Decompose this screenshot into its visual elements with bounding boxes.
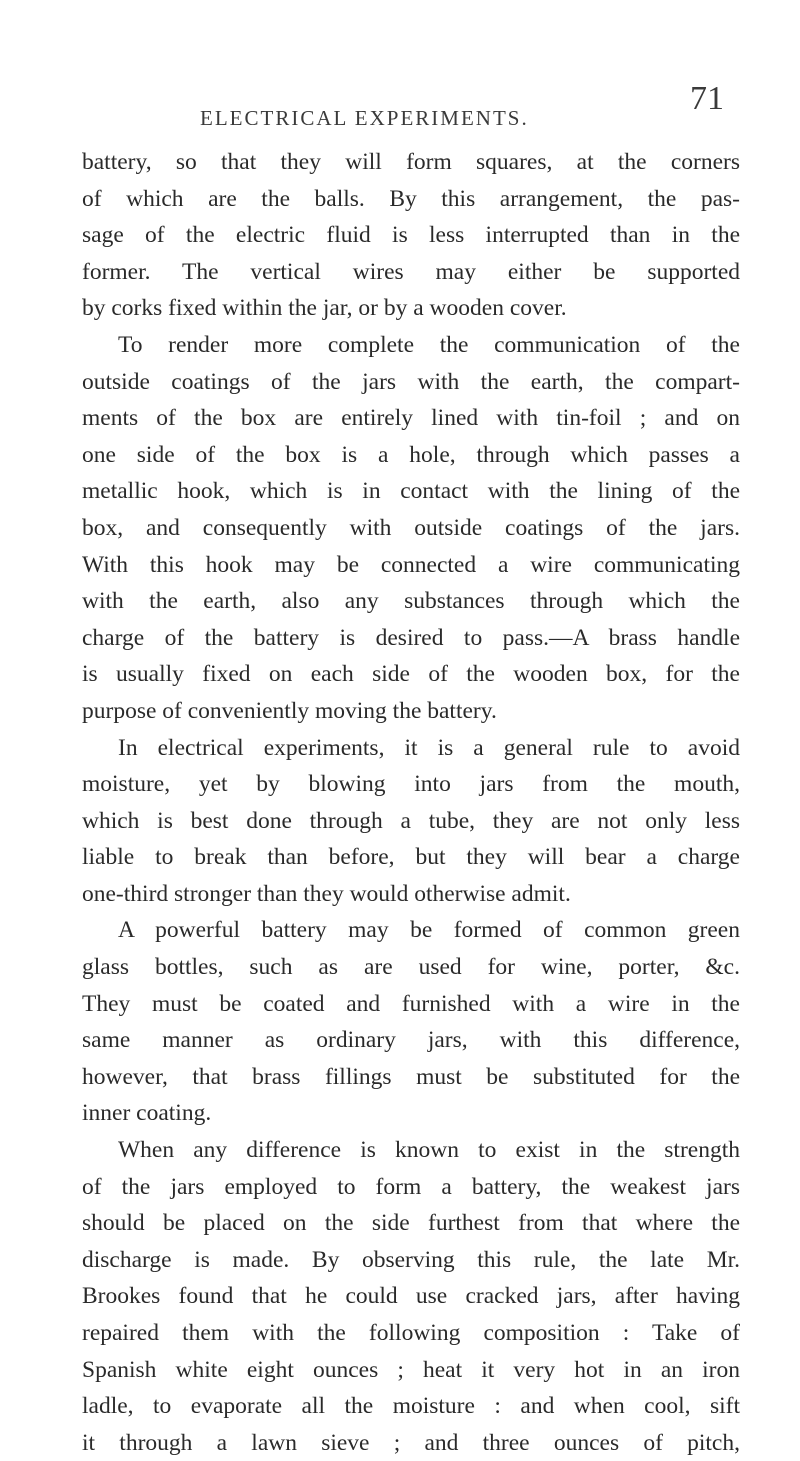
text-line: of which are the balls. By this arrangement, the pas- — [82, 185, 740, 212]
text-line: of the jars employed to form a battery, the weakest jars — [82, 1173, 740, 1200]
text-line: sage of the electric fluid is less interrupted than in the — [82, 222, 740, 249]
text-line: To render more complete the communication of the — [118, 331, 740, 358]
text-line: charge of the battery is desired to pass.—A brass handle — [82, 624, 740, 651]
page-header — [0, 80, 800, 136]
running-head: ELECTRICAL EXPERIMENTS. — [200, 106, 529, 130]
text-line: one side of the box is a hole, through which passes a — [82, 441, 740, 468]
text-line: Brookes found that he could use cracked jars, after having — [82, 1283, 740, 1310]
text-line: When any difference is known to exist in the strength — [118, 1137, 740, 1164]
text-line: battery, so that they will form squares, at the corners — [82, 149, 740, 175]
text-line: A powerful battery may be formed of common green — [118, 917, 740, 944]
text-line: which is best done through a tube, they are not only less — [82, 807, 740, 834]
text-line: They must be coated and furnished with a wire in the — [82, 990, 740, 1017]
text-line: purpose of conveniently moving the battery. — [82, 697, 497, 724]
text-line: liable to break than before, but they will bear a charge — [82, 844, 740, 871]
text-line: discharge is made. By observing this rule, the late Mr. — [82, 1246, 740, 1273]
body-text — [82, 144, 740, 1461]
text-line: metallic hook, which is in contact with the lining of the — [82, 478, 740, 505]
text-line: is usually fixed on each side of the wooden box, for the — [82, 661, 740, 688]
text-line: Spanish white eight ounces ; heat it very hot in an iron — [82, 1356, 740, 1383]
text-line: ments of the box are entirely lined with tin-foil ; and on — [82, 405, 740, 432]
text-line: with the earth, also any substances through which the — [82, 588, 740, 615]
text-line: same manner as ordinary jars, with this difference, — [82, 1027, 740, 1054]
text-line: In electrical experiments, it is a general rule to avoid — [118, 734, 740, 761]
text-line: one-third stronger than they would otherwise admit. — [82, 880, 571, 907]
text-line: moisture, yet by blowing into jars from the mouth, — [82, 771, 740, 798]
text-line: outside coatings of the jars with the earth, the compart- — [82, 368, 740, 395]
text-line: former. The vertical wires may either be supported — [82, 258, 740, 285]
text-line: inner coating. — [82, 1100, 212, 1127]
text-line: should be placed on the side furthest from that where the — [82, 1210, 740, 1237]
text-line: it through a lawn sieve ; and three ounces of pitch, — [82, 1429, 740, 1456]
text-line: repaired them with the following composition : Take of — [82, 1320, 740, 1346]
text-line: glass bottles, such as are used for wine, porter, &c. — [82, 954, 740, 981]
text-line: With this hook may be connected a wire communicating — [82, 551, 740, 578]
text-line: by corks fixed within the jar, or by a wooden cover. — [82, 295, 567, 322]
text-line: however, that brass fillings must be substituted for the — [82, 1063, 740, 1090]
text-line: ladle, to evaporate all the moisture : and when cool, sift — [82, 1393, 740, 1420]
text-line: box, and consequently with outside coatings of the jars. — [82, 514, 740, 541]
page-number: 71 — [690, 80, 724, 117]
